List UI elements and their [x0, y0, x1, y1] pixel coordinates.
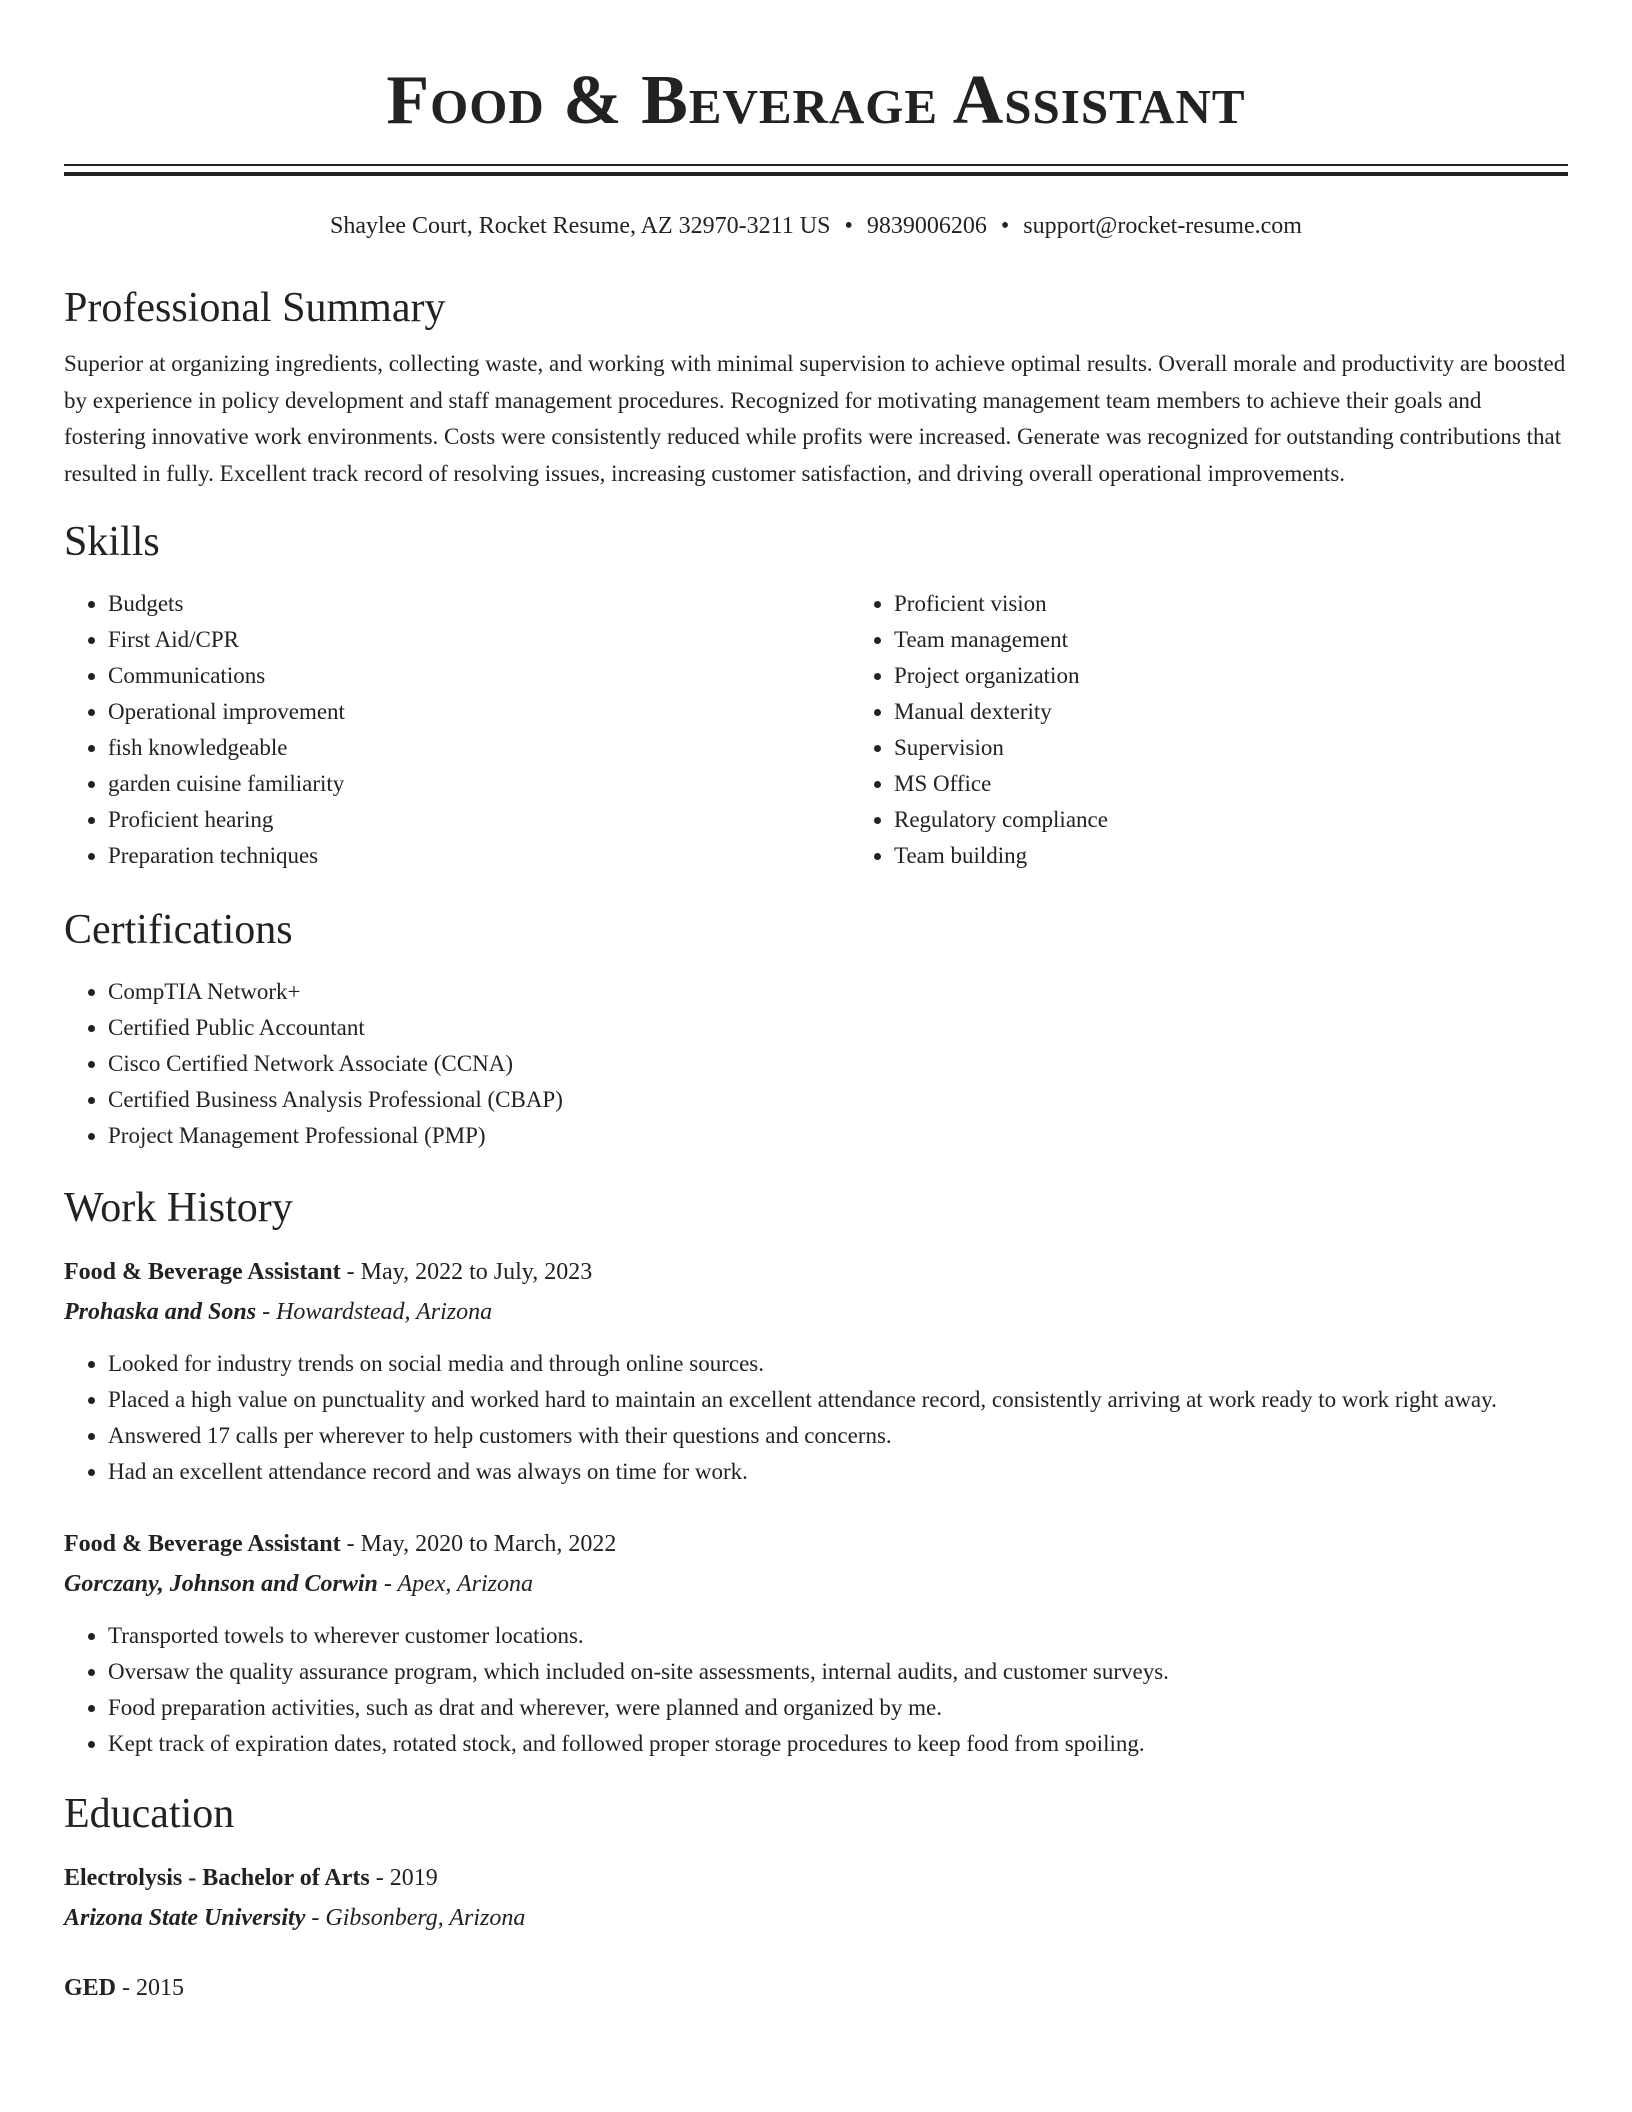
school-line: Arizona State University - Gibsonberg, Arizona	[64, 1905, 526, 1931]
skill-item: • Manual dexterity	[894, 694, 1632, 730]
degree-year: 2019	[389, 1865, 438, 1891]
school-name: Arizona State University	[64, 1905, 306, 1931]
job-dates: May, 2020 to March, 2022	[360, 1531, 617, 1557]
employer-name: Prohaska and Sons	[64, 1299, 257, 1325]
certification-item: • Certified Public Accountant	[108, 1010, 1568, 1046]
job-bullet: • Placed a high value on punctuality and worked hard to maintain an excellent attendance record, consistently arriving at work ready to work right away.	[108, 1382, 1568, 1418]
education-heading: Education	[64, 1791, 235, 1837]
skill-item: • Communications	[108, 658, 850, 694]
skill-item: • MS Office	[894, 766, 1632, 802]
title-rule-thick	[64, 172, 1568, 176]
certification-item: • Cisco Certified Network Associate (CCNA)	[108, 1046, 1568, 1082]
job-bullets	[64, 1346, 1568, 1490]
certifications-heading: Certifications	[64, 907, 293, 953]
job-title-line: Food & Beverage Assistant - May, 2020 to March, 2022	[64, 1531, 617, 1557]
contact-line	[64, 210, 1568, 242]
contact-address: Shaylee Court, Rocket Resume, AZ 32970-3211 US	[330, 213, 831, 239]
summary-text: Superior at organizing ingredients, collecting waste, and working with minimal supervision to achieve optimal results. Overall morale and productivity are boosted by experience in policy development and staff management procedures. Recognized for motivating management team members to achieve their goals and fostering innovative work environments. Costs were consistently reduced while profits were increased. Generate was recognized for outstanding contributions that resulted in fully. Excellent track record of resolving issues, increasing customer satisfaction, and driving overall operational improvements.	[64, 351, 1566, 486]
skill-item: • garden cuisine familiarity	[108, 766, 850, 802]
skills-columns	[64, 586, 1568, 874]
degree-name: Electrolysis - Bachelor of Arts	[64, 1865, 370, 1891]
degree-name: GED	[64, 1975, 117, 2001]
skills-heading: Skills	[64, 519, 160, 565]
skill-item: • Operational improvement	[108, 694, 850, 730]
summary-section	[64, 282, 1568, 492]
degree-year: 2015	[136, 1975, 185, 2001]
contact-email: support@rocket-resume.com	[1023, 213, 1302, 239]
job-bullet: • Answered 17 calls per wherever to help customers with their questions and concerns.	[108, 1418, 1568, 1454]
certifications-section	[64, 904, 1568, 1154]
work-history-section	[64, 1182, 1568, 1762]
contact-separator: •	[844, 213, 853, 239]
job-entry	[64, 1252, 1568, 1490]
skill-item: • Proficient vision	[894, 586, 1632, 622]
contact-phone: 9839006206	[866, 213, 987, 239]
resume-title: Food & Beverage Assistant	[386, 62, 1246, 139]
skill-item: • First Aid/CPR	[108, 622, 850, 658]
certification-item: • Certified Business Analysis Professional (CBAP)	[108, 1082, 1568, 1118]
education-entry	[64, 1858, 1568, 1938]
degree-line: GED - 2015	[64, 1975, 185, 2001]
certification-item: • Project Management Professional (PMP)	[108, 1118, 1568, 1154]
employer-location: Howardstead, Arizona	[276, 1299, 493, 1325]
job-bullet: • Food preparation activities, such as drat and wherever, were planned and organized by me.	[108, 1690, 1568, 1726]
job-bullet: • Transported towels to wherever customer locations.	[108, 1618, 1568, 1654]
degree-line: Electrolysis - Bachelor of Arts - 2019	[64, 1865, 438, 1891]
school-location: Gibsonberg, Arizona	[325, 1905, 526, 1931]
job-title: Food & Beverage Assistant	[64, 1531, 341, 1557]
education-section	[64, 1788, 1568, 2008]
certifications-list	[64, 974, 1568, 1154]
skill-item: • Budgets	[108, 586, 850, 622]
employer-location: Apex, Arizona	[397, 1571, 533, 1597]
job-bullet: • Had an excellent attendance record and was always on time for work.	[108, 1454, 1568, 1490]
skills-section	[64, 516, 1568, 874]
skill-item: • Team management	[894, 622, 1632, 658]
contact-separator: •	[1000, 213, 1010, 239]
job-title-line: Food & Beverage Assistant - May, 2022 to July, 2023	[64, 1259, 593, 1285]
skill-item: • Preparation techniques	[108, 838, 850, 874]
employer-line: Prohaska and Sons - Howardstead, Arizona	[64, 1299, 493, 1325]
employer-line: Gorczany, Johnson and Corwin - Apex, Arizona	[64, 1571, 533, 1597]
skill-item: • Proficient hearing	[108, 802, 850, 838]
skill-item: • Regulatory compliance	[894, 802, 1632, 838]
work-history-heading: Work History	[64, 1185, 293, 1231]
skill-item: • Project organization	[894, 658, 1632, 694]
education-entry	[64, 1968, 1568, 2008]
job-bullet: • Oversaw the quality assurance program, which included on-site assessments, internal audits, and customer surveys.	[108, 1654, 1568, 1690]
summary-heading: Professional Summary	[64, 285, 446, 331]
job-dates: May, 2022 to July, 2023	[360, 1259, 593, 1285]
title-rule-thin	[64, 164, 1568, 166]
skill-item: • Supervision	[894, 730, 1632, 766]
skills-list-left	[64, 586, 850, 874]
job-bullets	[64, 1618, 1568, 1762]
job-bullet: • Kept track of expiration dates, rotated stock, and followed proper storage procedures to keep food from spoiling.	[108, 1726, 1568, 1762]
skill-item: • fish knowledgeable	[108, 730, 850, 766]
employer-name: Gorczany, Johnson and Corwin	[64, 1571, 378, 1597]
job-entry	[64, 1524, 1568, 1762]
certification-item: • CompTIA Network+	[108, 974, 1568, 1010]
skills-list-right	[850, 586, 1632, 874]
job-bullet: • Looked for industry trends on social media and through online sources.	[108, 1346, 1568, 1382]
job-title: Food & Beverage Assistant	[64, 1259, 341, 1285]
skill-item: • Team building	[894, 838, 1632, 874]
